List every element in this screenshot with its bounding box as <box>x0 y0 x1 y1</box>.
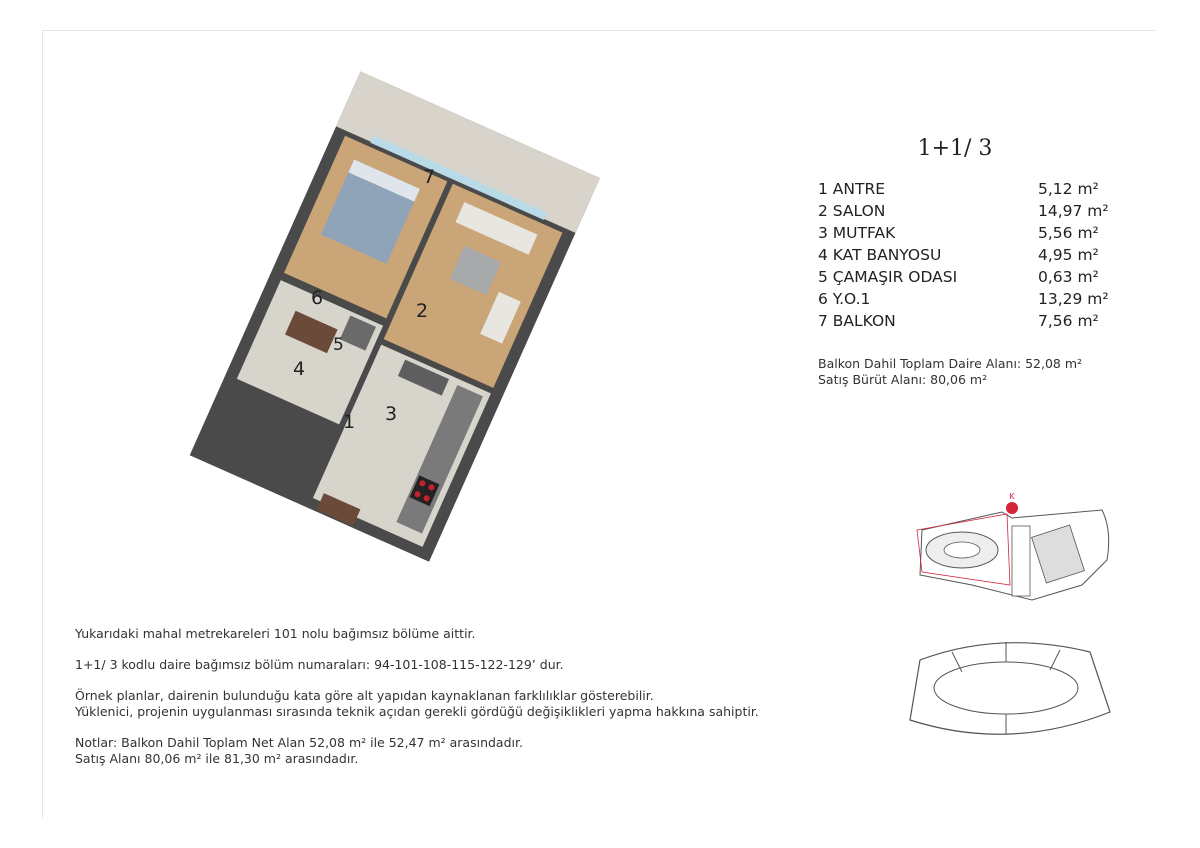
room-row <box>818 246 1118 268</box>
unit-code-title: 1+1/ 3 <box>917 136 993 161</box>
oval-courtyard <box>944 542 980 558</box>
floor-courtyard <box>934 662 1078 714</box>
room-area: 14,97 m² <box>1038 202 1109 220</box>
room-name: 1 ANTRE <box>818 180 886 198</box>
room-name: 3 MUTFAK <box>818 224 896 242</box>
room-label-5: 5 <box>333 335 344 355</box>
room-area: 5,12 m² <box>1038 180 1099 198</box>
room-area: 5,56 m² <box>1038 224 1099 242</box>
note-line: Yukarıdaki mahal metrekareleri 101 nolu bağımsız bölüme aittir. <box>75 626 476 641</box>
unit-divider <box>1050 650 1060 670</box>
room-area: 4,95 m² <box>1038 246 1099 264</box>
stair-block <box>1012 526 1030 596</box>
room-label-4: 4 <box>293 358 306 380</box>
room-name: 7 BALKON <box>818 312 896 330</box>
room-name: 6 Y.O.1 <box>818 290 871 308</box>
room-area-list <box>818 180 1118 334</box>
room-row <box>818 290 1118 312</box>
site-key-plan <box>912 490 1112 605</box>
room-row <box>818 202 1118 224</box>
note-line: Satış Alanı 80,06 m² ile 81,30 m² arasındadır. <box>75 751 359 766</box>
room-row <box>818 312 1118 334</box>
room-label-1: 1 <box>343 411 356 433</box>
room-row <box>818 224 1118 246</box>
note-line: Yüklenici, projenin uygulanması sırasında teknik açıdan gerekli gördüğü değişiklikleri yapma hakkına sahiptir. <box>75 704 759 719</box>
note-line: Örnek planlar, dairenin bulunduğu kata göre alt yapıdan kaynaklanan farklılıklar gösterebilir. <box>75 688 654 703</box>
room-area: 13,29 m² <box>1038 290 1109 308</box>
room-label-2: 2 <box>416 300 429 322</box>
note-line: Notlar: Balkon Dahil Toplam Net Alan 52,08 m² ile 52,47 m² arasındadır. <box>75 735 523 750</box>
room-name: 5 ÇAMAŞIR ODASI <box>818 268 958 286</box>
area-totals <box>818 356 1082 388</box>
room-area: 7,56 m² <box>1038 312 1099 330</box>
room-label-6: 6 <box>311 287 324 309</box>
tower-block <box>1032 525 1085 583</box>
room-label-7: 7 <box>423 166 436 188</box>
floor-key-plan <box>900 632 1112 742</box>
north-label: K <box>1009 492 1015 501</box>
room-row <box>818 180 1118 202</box>
notes-block <box>75 626 759 782</box>
total-area-line: Balkon Dahil Toplam Daire Alanı: 52,08 m² <box>818 356 1083 371</box>
room-area: 0,63 m² <box>1038 268 1099 286</box>
room-label-3: 3 <box>385 403 398 425</box>
room-row <box>818 268 1118 290</box>
room-name: 2 SALON <box>818 202 886 220</box>
room-name: 4 KAT BANYOSU <box>818 246 942 264</box>
north-arrow-icon <box>1006 502 1018 514</box>
sale-area-line: Satış Bürüt Alanı: 80,06 m² <box>818 372 988 387</box>
note-line: 1+1/ 3 kodlu daire bağımsız bölüm numaraları: 94-101-108-115-122-129’ dur. <box>75 657 564 672</box>
